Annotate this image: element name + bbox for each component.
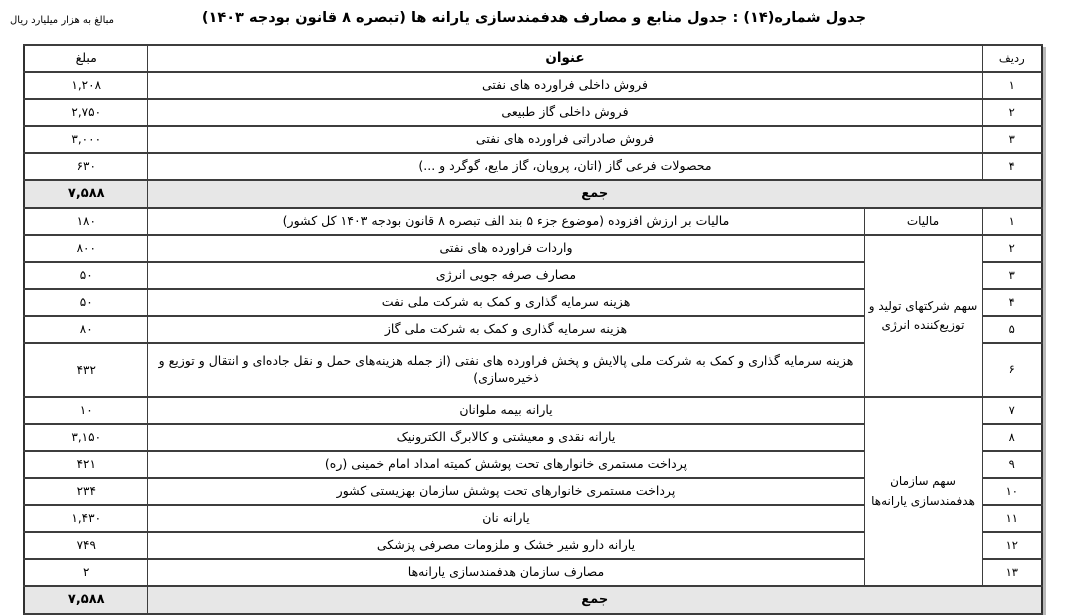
total-amount-cell: ۷,۵۸۸ bbox=[24, 180, 148, 208]
header-amount: مبلغ bbox=[24, 45, 148, 72]
subject-cell: مصارف سازمان هدفمندسازی یارانه‌ها bbox=[148, 559, 864, 586]
budget-table bbox=[23, 44, 1043, 615]
header-subject: عنوان bbox=[148, 45, 982, 72]
subject-cell: محصولات فرعی گاز (اتان، پروپان، گاز مایع، گوگرد و ...) bbox=[148, 153, 982, 180]
row-number-cell: ۷ bbox=[982, 397, 1042, 424]
table-row bbox=[24, 153, 1042, 180]
units-note: مبالغ به هزار میلیارد ریال bbox=[10, 15, 115, 26]
amount-cell: ۸۰ bbox=[24, 316, 148, 343]
row-number-cell: ۶ bbox=[982, 343, 1042, 397]
category-cell-energy-companies: سهم شرکتهای تولید و توزیع‌کننده انرژی bbox=[864, 235, 982, 397]
table-row bbox=[24, 126, 1042, 153]
row-number-cell: ۲ bbox=[982, 99, 1042, 126]
row-number-cell: ۴ bbox=[982, 289, 1042, 316]
header-row-number: ردیف bbox=[982, 45, 1042, 72]
row-number-cell: ۵ bbox=[982, 316, 1042, 343]
sources-total-row bbox=[24, 180, 1042, 208]
amount-cell: ۲,۷۵۰ bbox=[24, 99, 148, 126]
row-number-cell: ۱۱ bbox=[982, 505, 1042, 532]
subject-cell: هزینه سرمایه گذاری و کمک به شرکت ملی پالایش و پخش فراورده های نفتی (از جمله هزینه‌های حمل و نقل جاده‌ای و انتقال و توزیع و ذخیره‌سازی) bbox=[148, 343, 864, 397]
table-row bbox=[24, 397, 1042, 424]
amount-cell: ۵۰ bbox=[24, 289, 148, 316]
row-number-cell: ۳ bbox=[982, 262, 1042, 289]
subject-cell: فروش داخلی گاز طبیعی bbox=[148, 99, 982, 126]
subject-cell: یارانه بیمه ملوانان bbox=[148, 397, 864, 424]
amount-cell: ۱,۴۳۰ bbox=[24, 505, 148, 532]
subject-cell: هزینه سرمایه گذاری و کمک به شرکت ملی گاز bbox=[148, 316, 864, 343]
subject-cell: فروش داخلی فراورده های نفتی bbox=[148, 72, 982, 99]
amount-cell: ۳,۰۰۰ bbox=[24, 126, 148, 153]
subject-cell: مصارف صرفه جویی انرژی bbox=[148, 262, 864, 289]
row-number-cell: ۱ bbox=[982, 72, 1042, 99]
subject-cell: پرداخت مستمری خانوارهای تحت پوشش سازمان بهزیستی کشور bbox=[148, 478, 864, 505]
subject-cell: پرداخت مستمری خانوارهای تحت پوشش کمیته امداد امام خمینی (ره) bbox=[148, 451, 864, 478]
total-label-cell: جمع bbox=[148, 180, 1042, 208]
subject-cell: مالیات بر ارزش افزوده (موضوع جزء ۵ بند الف تبصره ۸ قانون بودجه ۱۴۰۳ کل کشور) bbox=[148, 208, 864, 235]
subject-cell: فروش صادراتی فراورده های نفتی bbox=[148, 126, 982, 153]
amount-cell: ۷۴۹ bbox=[24, 532, 148, 559]
amount-cell: ۱۰ bbox=[24, 397, 148, 424]
amount-cell: ۲ bbox=[24, 559, 148, 586]
amount-cell: ۴۲۱ bbox=[24, 451, 148, 478]
table-row bbox=[24, 72, 1042, 99]
row-number-cell: ۱۳ bbox=[982, 559, 1042, 586]
amount-cell: ۲۳۴ bbox=[24, 478, 148, 505]
row-number-cell: ۱ bbox=[982, 208, 1042, 235]
row-number-cell: ۹ bbox=[982, 451, 1042, 478]
row-number-cell: ۲ bbox=[982, 235, 1042, 262]
row-number-cell: ۸ bbox=[982, 424, 1042, 451]
subject-cell: واردات فراورده های نفتی bbox=[148, 235, 864, 262]
row-number-cell: ۱۲ bbox=[982, 532, 1042, 559]
category-cell-taxes: مالیات bbox=[864, 208, 982, 235]
total-label-cell: جمع bbox=[148, 586, 1042, 614]
subject-cell: یارانه نان bbox=[148, 505, 864, 532]
amount-cell: ۱,۲۰۸ bbox=[24, 72, 148, 99]
page-title: جدول شماره(۱۴) : جدول منابع و مصارف هدفمندسازی یارانه ها (تبصره ۸ قانون بودجه ۱۴۰۳) bbox=[201, 10, 867, 26]
subject-cell: هزینه سرمایه گذاری و کمک به شرکت ملی نفت bbox=[148, 289, 864, 316]
row-number-cell: ۱۰ bbox=[982, 478, 1042, 505]
table-row bbox=[24, 208, 1042, 235]
amount-cell: ۵۰ bbox=[24, 262, 148, 289]
category-cell-subsidy-organization: سهم سازمان هدفمندسازی یارانه‌ها bbox=[864, 397, 982, 586]
row-number-cell: ۳ bbox=[982, 126, 1042, 153]
amount-cell: ۸۰۰ bbox=[24, 235, 148, 262]
table-row bbox=[24, 99, 1042, 126]
amount-cell: ۶۳۰ bbox=[24, 153, 148, 180]
amount-cell: ۴۳۲ bbox=[24, 343, 148, 397]
subject-cell: یارانه دارو شیر خشک و ملزومات مصرفی پزشکی bbox=[148, 532, 864, 559]
row-number-cell: ۴ bbox=[982, 153, 1042, 180]
amount-cell: ۳,۱۵۰ bbox=[24, 424, 148, 451]
amount-cell: ۱۸۰ bbox=[24, 208, 148, 235]
header-row bbox=[24, 45, 1042, 72]
table-row bbox=[24, 235, 1042, 262]
subject-cell: یارانه نقدی و معیشتی و کالابرگ الکترونیک bbox=[148, 424, 864, 451]
uses-total-row bbox=[24, 586, 1042, 614]
total-amount-cell: ۷,۵۸۸ bbox=[24, 586, 148, 614]
